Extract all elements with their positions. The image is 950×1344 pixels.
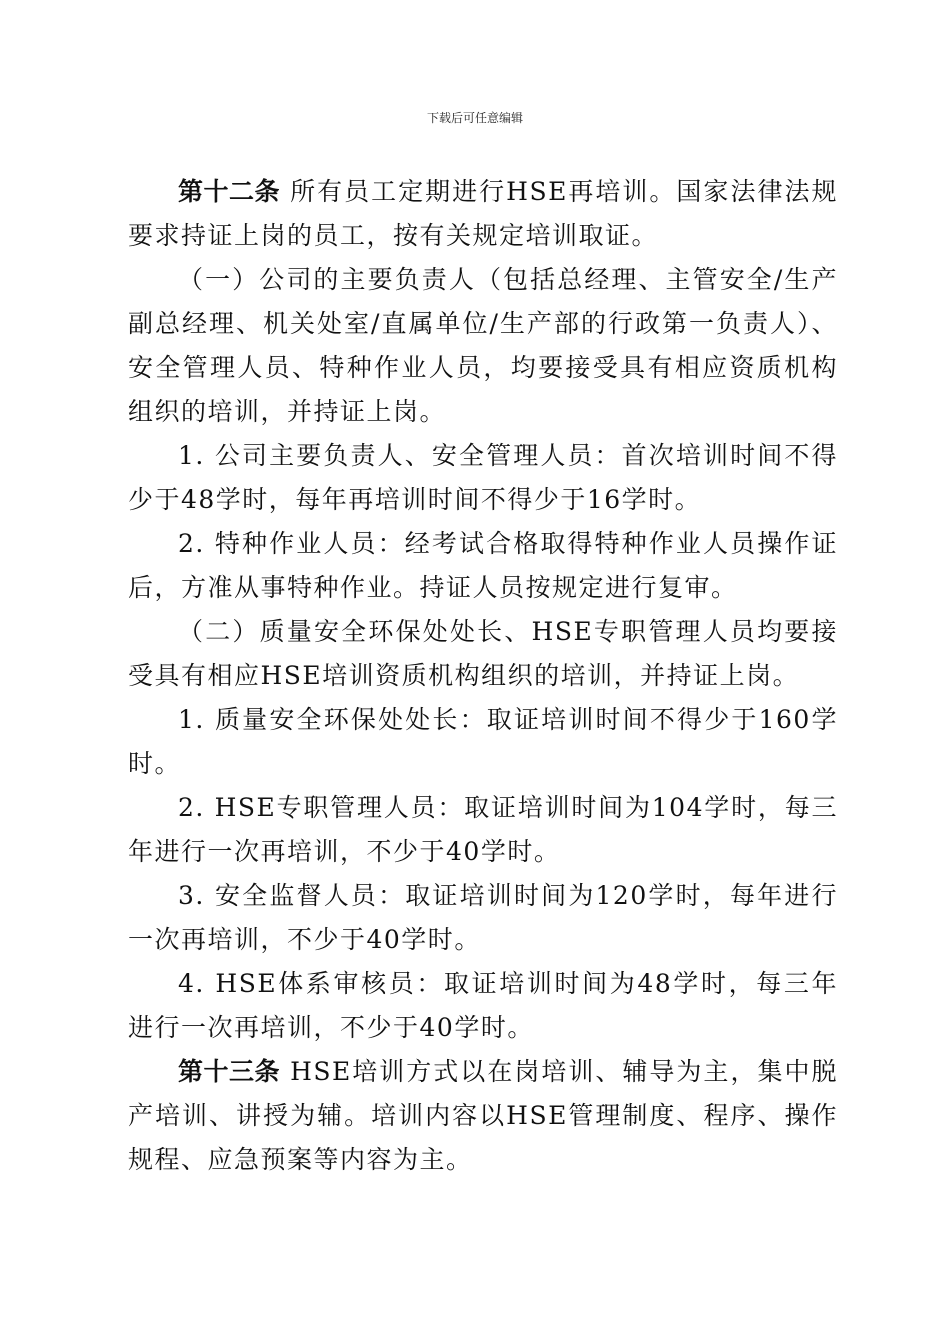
article-13 (128, 1050, 838, 1182)
article-12 (128, 170, 838, 258)
article-13-text: HSE培训方式以在岗培训、辅导为主，集中脱产培训、讲授为辅。培训内容以HSE管理制度、程序、操作规程、应急预案等内容为主。 (128, 1057, 838, 1174)
article-13-number: 第十三条 (178, 1057, 281, 1086)
article-12-section-1-item-1: 1. 公司主要负责人、安全管理人员：首次培训时间不得少于48学时，每年再培训时间不得少于16学时。 (128, 441, 838, 514)
article-12-section-2-item-1: 1. 质量安全环保处处长：取证培训时间不得少于160学时。 (128, 705, 838, 778)
article-12-section-2-item-4: 4. HSE体系审核员：取证培训时间为48学时，每三年进行一次再培训，不少于40学时。 (128, 969, 838, 1042)
article-12-section-2: （二）质量安全环保处处长、HSE专职管理人员均要接受具有相应HSE培训资质机构组织的培训，并持证上岗。 (128, 617, 838, 690)
article-12-section-1: （一）公司的主要负责人（包括总经理、主管安全/生产副总经理、机关处室/直属单位/生产部的行政第一负责人）、安全管理人员、特种作业人员，均要接受具有相应资质机构组织的培训，并持证上岗。 (128, 265, 838, 426)
article-12-section-2-item-3: 3. 安全监督人员：取证培训时间为120学时，每年进行一次再培训，不少于40学时。 (128, 881, 838, 954)
article-12-number: 第十二条 (178, 177, 281, 206)
article-12-text: 所有员工定期进行HSE再培训。国家法律法规要求持证上岗的员工，按有关规定培训取证。 (128, 177, 838, 250)
article-12-section-2-item-2: 2. HSE专职管理人员：取证培训时间为104学时，每三年进行一次再培训，不少于40学时。 (128, 793, 838, 866)
article-12-section-1-item-2: 2. 特种作业人员：经考试合格取得特种作业人员操作证后，方准从事特种作业。持证人员按规定进行复审。 (128, 529, 838, 602)
page-header-note: 下载后可任意编辑 (426, 111, 523, 125)
document-body (128, 170, 838, 1182)
